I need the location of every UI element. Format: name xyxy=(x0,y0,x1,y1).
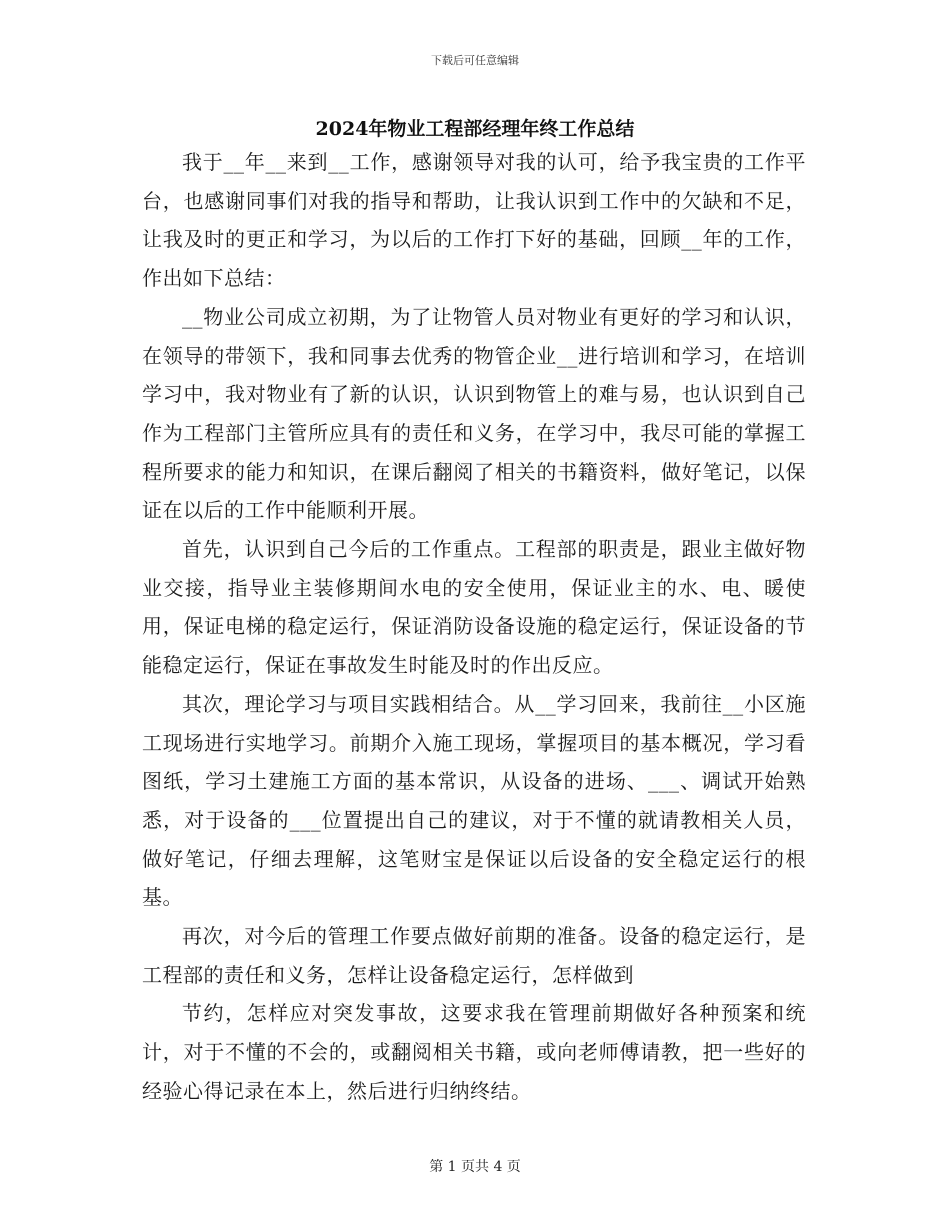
paragraph-third: 再次，对今后的管理工作要点做好前期的准备。设备的稳定运行，是工程部的责任和义务，怎样让设备稳定运行，怎样做到 xyxy=(142,924,806,987)
paragraph-intro: 我于__年__来到__工作，感谢领导对我的认可，给予我宝贵的工作平台，也感谢同事们对我的指导和帮助，让我认识到工作中的欠缺和不足，让我及时的更正和学习，为以后的工作打下好的基础，回顾__年的工作，作出如下总结： xyxy=(142,150,806,291)
header-note: 下载后可任意编辑 xyxy=(431,54,519,67)
paragraph-training: __物业公司成立初期，为了让物管人员对物业有更好的学习和认识，在领导的带领下，我和同事去优秀的物管企业__进行培训和学习，在培训学习中，我对物业有了新的认识，认识到物管上的难与易，也认识到自己作为工程部门主管所应具有的责任和义务，在学习中，我尽可能的掌握工程所要求的能力和知识，在课后翻阅了相关的书籍资料，做好笔记，以保证在以后的工作中能顺利开展。 xyxy=(142,304,806,523)
paragraph-first: 首先，认识到自己今后的工作重点。工程部的职责是，跟业主做好物业交接，指导业主装修期间水电的安全使用，保证业主的水、电、暖使用，保证电梯的稳定运行，保证消防设备设施的稳定运行，保证设备的节能稳定运行，保证在事故发生时能及时的作出反应。 xyxy=(142,537,806,678)
paragraph-second: 其次，理论学习与项目实践相结合。从__学习回来，我前往__小区施工现场进行实地学习。前期介入施工现场，掌握项目的基本概况，学习看图纸，学习土建施工方面的基本常识，从设备的进场、___、调试开始熟悉，对于设备的___位置提出自己的建议，对于不懂的就请教相关人员，做好笔记，仔细去理解，这笔财宝是保证以后设备的安全稳定运行的根基。 xyxy=(142,691,806,910)
page-number: 第 1 页共 4 页 xyxy=(429,1159,521,1175)
document-body xyxy=(142,143,806,1111)
paragraph-continuation: 节约，怎样应对突发事故，这要求我在管理前期做好各种预案和统计，对于不懂的不会的，或翻阅相关书籍，或向老师傅请教，把一些好的经验心得记录在本上，然后进行归纳终结。 xyxy=(142,1001,806,1103)
document-title: 2024年物业工程部经理年终工作总结 xyxy=(315,118,635,140)
